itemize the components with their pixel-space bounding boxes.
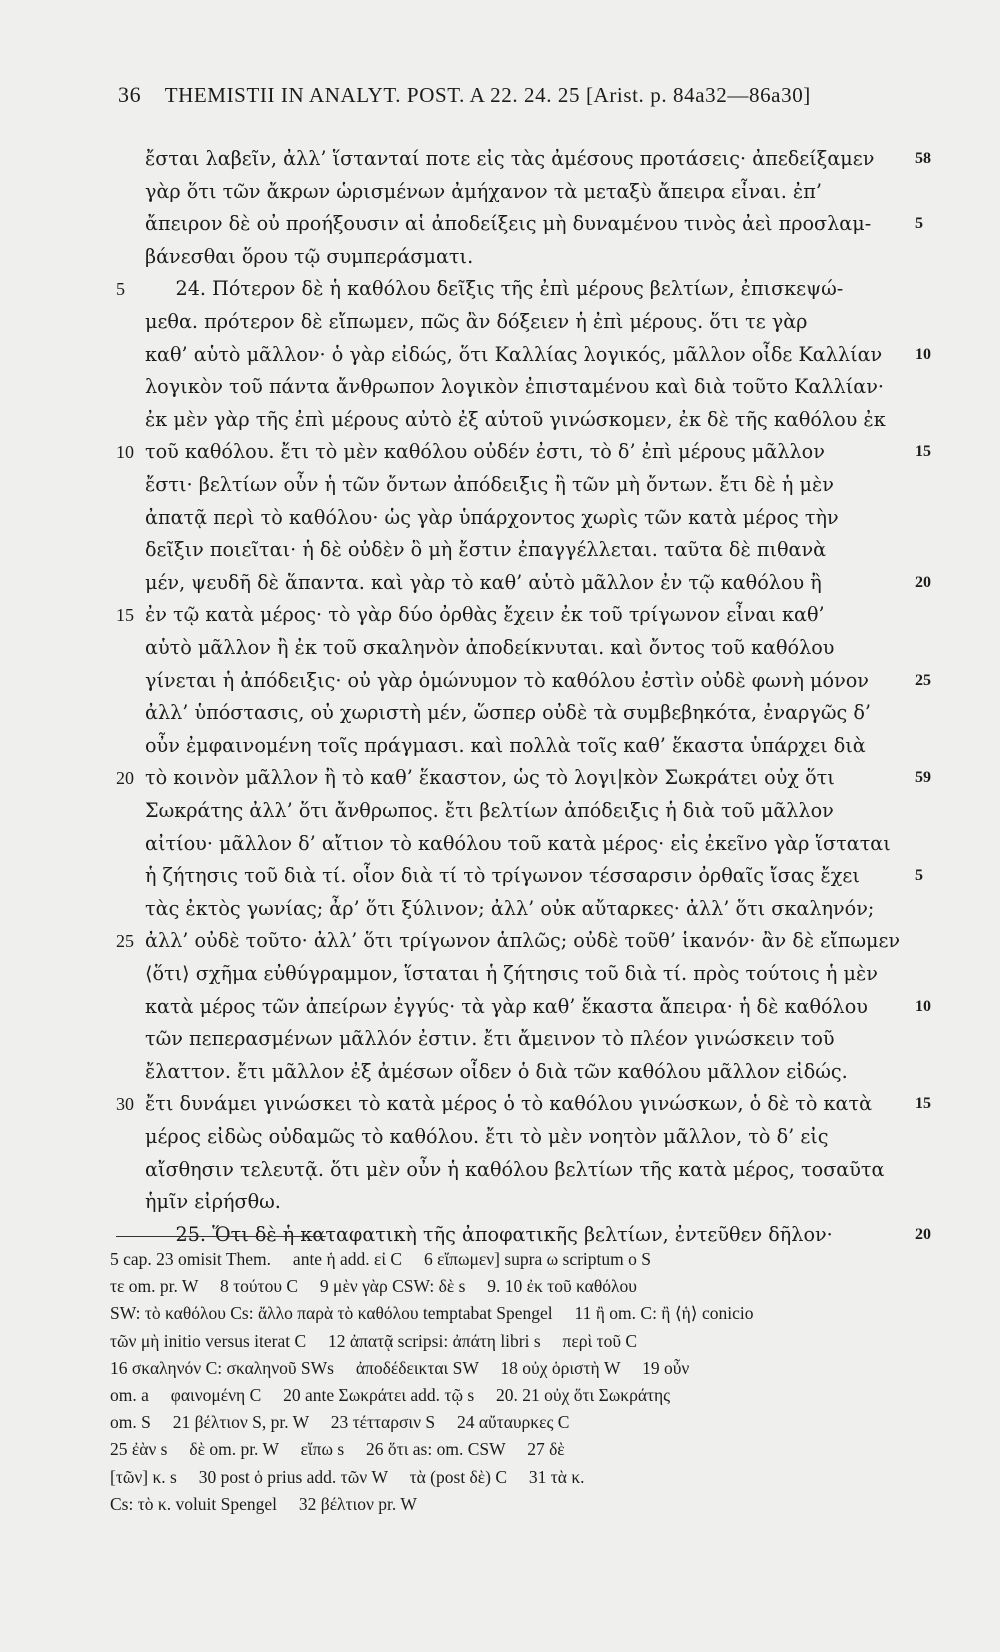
text-line: αἴσθησιν τελευτᾷ. ὅτι μὲν οὖν ἡ καθόλου βελτίων τῆς κατὰ μέρος, τοσαῦτα [145,1157,885,1181]
line-number-left: 20 [116,768,134,789]
line-number-right: 20 [915,1225,931,1243]
text-line: ἐν τῷ κατὰ μέρος· τὸ γὰρ δύο ὀρθὰς ἔχειν ἐκ τοῦ τρίγωνον εἶναι καθ’ [145,603,825,627]
text-line: γὰρ ὅτι τῶν ἄκρων ὡρισμένων ἀμήχανον τὰ μεταξὺ ἄπειρα εἶναι. ἐπ’ [145,179,822,203]
text-line: βάνεσθαι ὅρου τῷ συμπεράσματι. [145,244,474,268]
text-line: τὸ κοινὸν μᾶλλον ἢ τὸ καθ’ ἕκαστον, ὡς τὸ λογι|κὸν Σωκράτει οὐχ ὅτι [145,766,835,790]
text-line: δεῖξιν ποιεῖται· ἡ δὲ οὐδὲν ὃ μὴ ἔστιν ἐπαγγέλλεται. ταῦτα δὲ πιθανὰ [145,538,827,562]
footnote-line: [τῶν] κ. s 30 post ὁ prius add. τῶν W τὰ (post δὲ) C 31 τὰ κ. [110,1466,585,1487]
line-number-right: 58 [915,150,931,167]
line-number-right: 15 [915,1095,931,1113]
text-line: μεθα. πρότερον δὲ εἴπωμεν, πῶς ἂν δόξειεν ἡ ἐπὶ μέρους. ὅτι τε γὰρ [145,310,808,333]
footnote-line: τῶν μὴ initio versus iterat C 12 ἀπατᾷ scripsi: ἀπάτη libri s περὶ τοῦ C [110,1330,638,1351]
text-line: τὰς ἐκτὸς γωνίας; ἆρ’ ὅτι ξύλινον; ἀλλ’ οὐκ αὔταρκες· ἀλλ’ ὅτι σκαληνόν; [145,896,875,920]
footnote-line: Cs: τὸ κ. voluit Spengel 32 βέλτιον pr. W [110,1493,417,1514]
text-line: καθ’ αὑτὸ μᾶλλον· ὁ γὰρ εἰδώς, ὅτι Καλλίας λογικός, μᾶλλον οἶδε Καλλίαν [145,342,883,366]
text-line: αἰτίου· μᾶλλον δ’ αἴτιον τὸ καθόλου τοῦ κατὰ μέρος· εἰς ἐκεῖνο γὰρ ἵσταται [145,831,891,855]
text-line: ἀλλ’ ὑπόστασις, οὐ χωριστὴ μέν, ὥσπερ οὐδὲ τὰ συμβεβηκότα, ἐναργῶς δ’ [145,701,871,725]
text-line: λογικὸν τοῦ πάντα ἄνθρωπον λογικὸν ἐπισταμένου καὶ διὰ τοῦτο Καλλίαν· [145,375,885,399]
running-head [118,82,908,108]
line-number-right: 10 [915,345,931,363]
header-title: THEMISTII IN ANALYT. POST. A 22. 24. 25 [Arist. p. 84a32—86a30] [164,83,811,107]
footnote-line: om. S 21 βέλτιον S, pr. W 23 τέτταρσιν S 24 αὔταυρκες C [110,1412,570,1433]
text-line: αὑτὸ μᾶλλον ἢ ἐκ τοῦ σκαληνὸν ἀποδείκνυται. καὶ ὄντος τοῦ καθόλου [145,636,835,659]
text-line: ἔσται λαβεῖν, ἀλλ’ ἵστανταί ποτε εἰς τὰς ἀμέσους προτάσεις· ἀπεδείξαμεν [145,147,875,170]
text-line: μέν, ψευδῆ δὲ ἅπαντα. καὶ γὰρ τὸ καθ’ αὑτὸ μᾶλλον ἐν τῷ καθόλου ἢ [145,570,822,594]
text-line: 24. Πότερον δὲ ἡ καθόλου δεῖξις τῆς ἐπὶ μέρους βελτίων, ἐπισκεψώ- [145,277,844,301]
text-line: ⟨ὅτι⟩ σχῆμα εὐθύγραμμον, ἵσταται ἡ ζήτησις τοῦ διὰ τί. πρὸς τούτοις ἡ μὲν [145,962,878,985]
line-number-right: 20 [915,573,931,591]
text-line: ἄπειρον δὲ οὐ προήξουσιν αἱ ἀποδείξεις μὴ δυναμένου τινὸς ἀεὶ προσλαμ- [145,212,872,236]
footnote-line: τε om. pr. W 8 τούτου C 9 μὲν γὰρ CSW: δὲ s 9. 10 ἐκ τοῦ καθόλου [110,1276,637,1297]
footnote-line: 5 cap. 23 omisit Them. ante ἡ add. εἰ C 6 εἴπωμεν] supra ω scriptum ο S [110,1249,651,1269]
footnote-rule [116,1236,326,1237]
line-number-right: 5 [915,215,923,233]
text-line: ἡμῖν εἰρήσθω. [145,1190,281,1214]
text-line: γίνεται ἡ ἀπόδειξις· οὐ γὰρ ὁμώνυμον τὸ καθόλου ἐστὶν οὐδὲ φωνὴ μόνον [145,668,869,692]
text-line: κατὰ μέρος τῶν ἀπείρων ἐγγύς· τὰ γὰρ καθ’ ἕκαστα ἄπειρα· ἡ δὲ καθόλου [145,994,868,1018]
line-number-right: 5 [915,867,923,885]
line-number-left: 15 [116,605,134,626]
footnote-line: om. a φαινομένη C 20 ante Σωκράτει add. τῷ s 20. 21 οὐχ ὅτι Σωκράτης [110,1385,671,1405]
line-number-left: 10 [116,442,134,463]
line-number-right: 15 [915,443,931,461]
footnote-line: SW: τὸ καθόλου Cs: ἄλλο παρὰ τὸ καθόλου temptabat Spengel 11 ἢ om. C: ἢ ⟨ἡ⟩ conicio [110,1303,754,1324]
line-number-left: 30 [116,1094,134,1115]
line-number-right: 59 [915,769,931,787]
text-line: 25. Ὅτι δὲ ἡ καταφατικὴ τῆς ἀποφατικῆς βελτίων, ἐντεῦθεν δῆλον· [145,1222,833,1246]
line-number-left: 25 [116,931,134,952]
text-line: τοῦ καθόλου. ἔτι τὸ μὲν καθόλου οὐδέν ἐστι, τὸ δ’ ἐπὶ μέρους μᾶλλον [145,440,825,464]
text-line: τῶν πεπερασμένων μᾶλλόν ἐστιν. ἔτι ἄμεινον τὸ πλέον γινώσκειν τοῦ [145,1027,835,1051]
footnote-line: 25 ἐὰν s δὲ om. pr. W εἴπω s 26 ὅτι as: om. CSW 27 δὲ [110,1439,565,1460]
page-number: 36 [118,82,142,107]
text-line: ἐκ μὲν γὰρ τῆς ἐπὶ μέρους αὐτὸ ἐξ αὑτοῦ γινώσκομεν, ἐκ δὲ τῆς καθόλου ἐκ [145,407,886,431]
text-line: ἔλαττον. ἔτι μᾶλλον ἐξ ἀμέσων οἶδεν ὁ διὰ τῶν καθόλου μᾶλλον εἰδώς. [145,1059,848,1083]
text-line: ἔτι δυνάμει γινώσκει τὸ κατὰ μέρος ὁ τὸ καθόλου γινώσκων, ὁ δὲ τὸ κατὰ [145,1092,873,1116]
line-number-left: 5 [116,279,125,300]
text-line: ἀπατᾷ περὶ τὸ καθόλου· ὡς γὰρ ὑπάρχοντος χωρὶς τῶν κατὰ μέρος τὴν [145,505,839,529]
text-line: ἡ ζήτησις τοῦ διὰ τί. οἷον διὰ τί τὸ τρίγωνον τέσσαρσιν ὀρθαῖς ἴσας ἔχει [145,864,860,888]
footnote-line: 16 σκαληνόν C: σκαληνοῦ SWs ἀποδέδεικται SW 18 οὐχ ὁριστὴ W 19 οὖν [110,1357,690,1378]
line-number-right: 25 [915,671,931,689]
text-line: Σωκράτης ἀλλ’ ὅτι ἄνθρωπος. ἔτι βελτίων ἀπόδειξις ἡ διὰ τοῦ μᾶλλον [145,799,834,822]
text-line: ἀλλ’ οὐδὲ τοῦτο· ἀλλ’ ὅτι τρίγωνον ἁπλῶς; οὐδὲ τοῦθ’ ἱκανόν· ἂν δὲ εἴπωμεν [145,929,901,953]
line-number-right: 10 [915,997,931,1015]
text-line: μέρος εἰδὼς οὐδαμῶς τὸ καθόλου. ἔτι τὸ μὲν νοητὸν μᾶλλον, τὸ δ’ εἰς [145,1125,829,1148]
text-line: ἔστι· βελτίων οὖν ἡ τῶν ὄντων ἀπόδειξις ἢ τῶν μὴ ὄντων. ἔτι δὲ ἡ μὲν [145,473,834,496]
text-line: οὖν ἐμφαινομένη τοῖς πράγμασι. καὶ πολλὰ τοῖς καθ’ ἕκαστα ὑπάρχει διὰ [145,733,866,757]
